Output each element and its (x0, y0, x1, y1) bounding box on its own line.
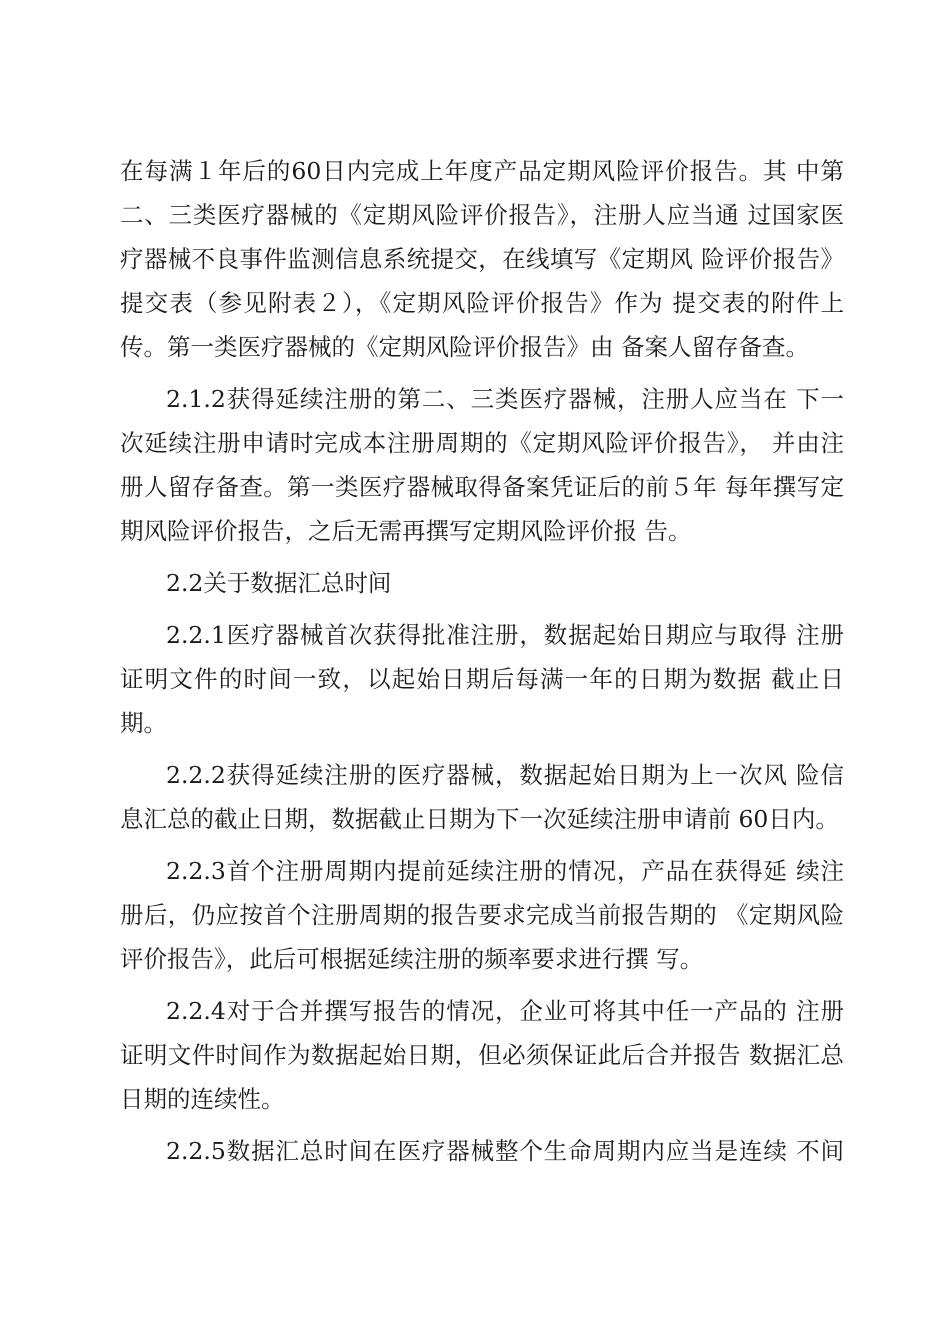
paragraph-2-2-1 (120, 613, 844, 745)
text-line: 2.2.5数据汇总时间在医疗器械整个生命周期内应当是连续 不间 (166, 1137, 844, 1165)
text-line: 证明文件的时间一致，以起始日期后每满一年的日期为数据 截止日 (120, 665, 844, 693)
text-line: 期。 (120, 709, 167, 737)
text-line: 2.2.4对于合并撰写报告的情况，企业可将其中任一产品的 注册 (166, 997, 844, 1025)
text-line: 2.2.2获得延续注册的医疗器械，数据起始日期为上一次风 险信 (166, 761, 844, 789)
text-line: 册人留存备查。第一类医疗器械取得备案凭证后的前５年 每年撰写定 (120, 473, 844, 501)
text-line: 日期的连续性。 (120, 1085, 285, 1113)
text-line: 二、三类医疗器械的《定期风险评价报告》，注册人应当通 过国家医 (120, 201, 844, 229)
text-line: 2.2关于数据汇总时间 (166, 569, 392, 597)
text-line: 期风险评价报告，之后无需再撰写定期风险评价报 告。 (120, 517, 692, 545)
text-line: 评价报告》，此后可根据延续注册的频率要求进行撰 写。 (120, 945, 704, 973)
text-line: 提交表（参见附表２），《定期风险评价报告》作为 提交表的附件上 (120, 289, 844, 317)
text-line: 2.1.2获得延续注册的第二、三类医疗器械，注册人应当在 下一 (166, 385, 844, 413)
text-line: 2.2.3首个注册周期内提前延续注册的情况，产品在获得延 续注 (166, 857, 844, 885)
text-line: 证明文件时间作为数据起始日期，但必须保证此后合并报告 数据汇总 (120, 1041, 844, 1069)
text-line: 疗器械不良事件监测信息系统提交，在线填写《定期风 险评价报告》 (120, 245, 844, 273)
text-line: 册后，仍应按首个注册周期的报告要求完成当前报告期的 《定期风险 (120, 901, 844, 929)
paragraph-2-2-3 (120, 849, 844, 981)
paragraph-2-2-2 (120, 753, 844, 841)
paragraph-1 (120, 149, 844, 369)
text-line: 息汇总的截止日期，数据截止日期为下一次延续注册申请前 60日内。 (120, 805, 839, 833)
paragraph-2-1-2 (120, 377, 844, 553)
text-line: 在每满１年后的60日内完成上年度产品定期风险评价报告。其 中第 (120, 157, 844, 185)
section-heading-2-2 (120, 561, 844, 605)
document-body (120, 149, 844, 1181)
paragraph-2-2-5 (120, 1129, 844, 1173)
text-line: 次延续注册申请时完成本注册周期的《定期风险评价报告》， 并由注 (120, 429, 844, 457)
text-line: 2.2.1医疗器械首次获得批准注册，数据起始日期应与取得 注册 (166, 621, 844, 649)
text-line: 传。第一类医疗器械的《定期风险评价报告》由 备案人留存备查。 (120, 333, 809, 361)
paragraph-2-2-4 (120, 989, 844, 1121)
